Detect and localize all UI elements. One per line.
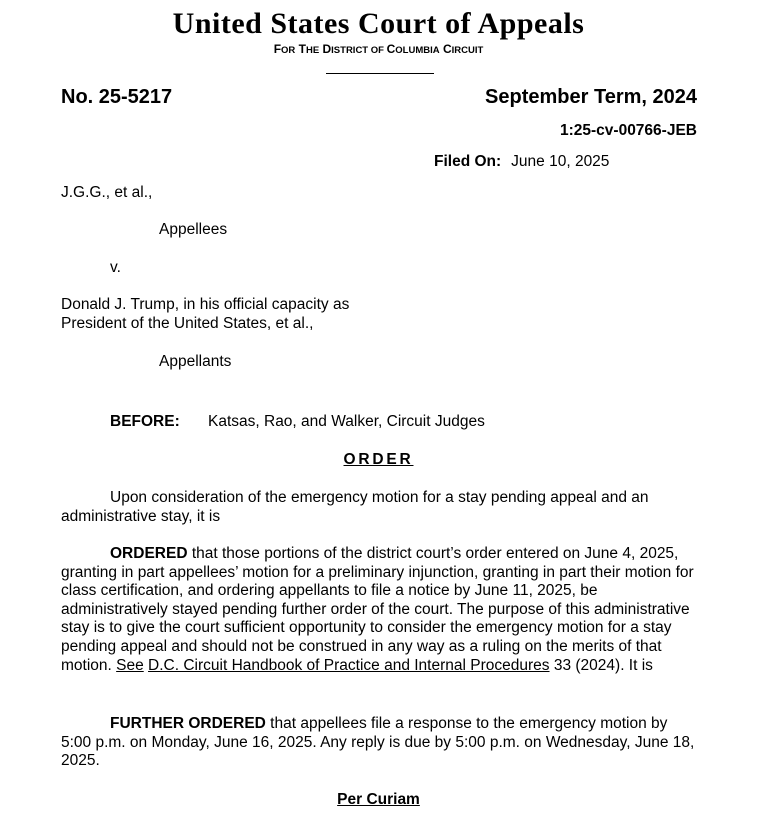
header-divider: [326, 73, 434, 74]
order-paragraph-3: FURTHER ORDERED that appellees file a response to the emergency motion by 5:00 p.m. on Monday, June 16, 2025. Any reply is due by 5:00 p.m. on Wednesday, June 18, 2025.: [61, 715, 695, 770]
panel-judges: Katsas, Rao, and Walker, Circuit Judges: [208, 413, 485, 430]
appellee-party: J.G.G., et al.,: [61, 184, 153, 201]
appellee-role: Appellees: [159, 221, 228, 238]
filed-date: June 10, 2025: [511, 153, 610, 170]
see-signal: See: [116, 656, 144, 674]
handbook-citation: D.C. Circuit Handbook of Practice and Internal Procedures: [148, 656, 550, 674]
district-docket-number: 1:25-cv-00766-JEB: [559, 122, 697, 139]
order-title: ORDER: [343, 451, 414, 468]
appellant-party-line1: Donald J. Trump, in his official capacity as: [61, 296, 350, 313]
per-curiam-signature: Per Curiam: [337, 791, 420, 808]
circuit-name: FOR THE DISTRICT OF COLUMBIA CIRCUIT: [273, 42, 484, 56]
appellant-party-line2: President of the United States, et al.,: [61, 315, 314, 332]
court-term: September Term, 2024: [485, 86, 697, 108]
appellant-role: Appellants: [159, 353, 232, 370]
panel-label: BEFORE:: [110, 413, 180, 430]
versus: v.: [110, 259, 121, 276]
case-number: No. 25-5217: [61, 86, 173, 108]
order-paragraph-1: Upon consideration of the emergency motion for a stay pending appeal and an administrative stay, it is: [61, 489, 649, 525]
filed-on: [434, 153, 609, 172]
court-name: United States Court of Appeals: [172, 7, 585, 40]
order-paragraph-2: ORDERED that those portions of the district court’s order entered on June 4, 2025, granting in part appellees’ motion for a preliminary injunction, granting in part their motion for class certification, and ordering appellants to file a notice by June 11, 2025, be administratively stayed pending further order of the court. The purpose of this administrative stay is to give the court sufficient opportunity to consider the emergency motion for a stay pending appeal and should not be construed in any way as a ruling on the merits of that motion. See D.C. Circuit Handbook of Practice and Internal Procedures 33 (2024). It is: [61, 545, 694, 674]
filed-label: Filed On:: [434, 153, 502, 170]
